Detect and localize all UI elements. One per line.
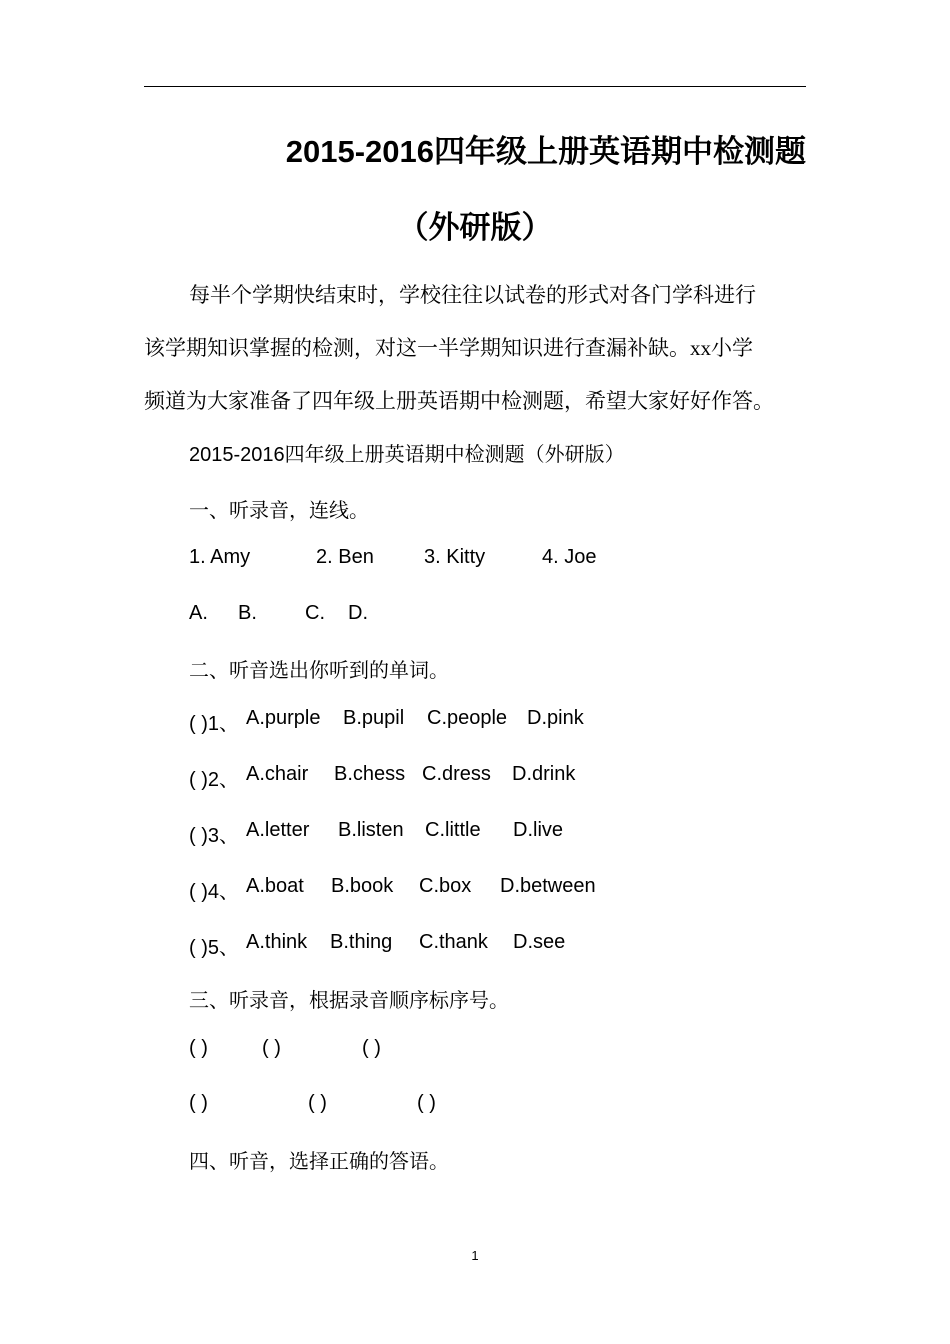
answer-option: D.drink: [512, 763, 576, 785]
answer-blank: ( ): [362, 1037, 381, 1059]
answer-option: A.boat: [246, 875, 304, 897]
match-letter: D.: [348, 602, 368, 624]
header-rule: [144, 86, 806, 87]
answer-blank: ( ): [189, 1092, 208, 1114]
section-4-heading: 四、听音，选择正确的答语。: [189, 1149, 449, 1173]
question-number: ( )4、: [189, 881, 239, 903]
answer-option: D.between: [500, 875, 596, 897]
answer-blank: ( ): [417, 1092, 436, 1114]
match-name: 3. Kitty: [424, 546, 486, 568]
question-number: ( )2、: [189, 769, 239, 791]
question-number: ( )5、: [189, 937, 239, 959]
answer-blank: ( ): [262, 1037, 281, 1059]
answer-option: B.listen: [338, 819, 404, 841]
answer-option: D.pink: [527, 707, 584, 729]
answer-option: C.box: [419, 875, 472, 897]
match-letter: A.: [189, 602, 208, 624]
question-number: ( )1、: [189, 713, 239, 735]
answer-option: A.letter: [246, 819, 310, 841]
answer-option: B.book: [331, 875, 394, 897]
intro-line: 该学期知识掌握的检测，对这一半学期知识进行查漏补缺。xx小学: [144, 336, 753, 360]
answer-blank: ( ): [308, 1092, 327, 1114]
answer-blank: ( ): [189, 1037, 208, 1059]
intro-paragraph: [144, 269, 806, 428]
intro-line: 每半个学期快结束时，学校往往以试卷的形式对各门学科进行: [189, 283, 756, 307]
exam-subtitle: 2015-2016四年级上册英语期中检测题（外研版）: [189, 444, 625, 466]
document-title: 2015-2016四年级上册英语期中检测题: [285, 134, 806, 169]
answer-option: D.live: [513, 819, 564, 841]
match-name: 2. Ben: [316, 546, 374, 568]
answer-option: C.people: [427, 707, 508, 729]
answer-option: B.chess: [334, 763, 406, 785]
match-name: 4. Joe: [542, 546, 597, 568]
answer-option: C.thank: [419, 931, 488, 953]
answer-option: C.dress: [422, 763, 491, 785]
answer-option: B.pupil: [343, 707, 405, 729]
answer-option: B.thing: [330, 931, 393, 953]
answer-option: A.think: [246, 931, 308, 953]
answer-option: A.chair: [246, 763, 309, 785]
match-letter: B.: [238, 602, 257, 624]
section-2-heading: 二、听音选出你听到的单词。: [189, 658, 449, 682]
answer-option: C.little: [425, 819, 481, 841]
answer-option: A.purple: [246, 707, 321, 729]
intro-line: 频道为大家准备了四年级上册英语期中检测题，希望大家好好作答。: [144, 389, 774, 413]
document-title-edition: （外研版）: [397, 210, 553, 245]
section-3-heading: 三、听录音，根据录音顺序标序号。: [189, 988, 509, 1012]
match-name: 1. Amy: [189, 546, 251, 568]
match-letter: C.: [305, 602, 325, 624]
answer-option: D.see: [513, 931, 566, 953]
question-number: ( )3、: [189, 825, 239, 847]
section-1-heading: 一、听录音，连线。: [189, 498, 369, 522]
page-number: 1: [471, 1248, 479, 1263]
